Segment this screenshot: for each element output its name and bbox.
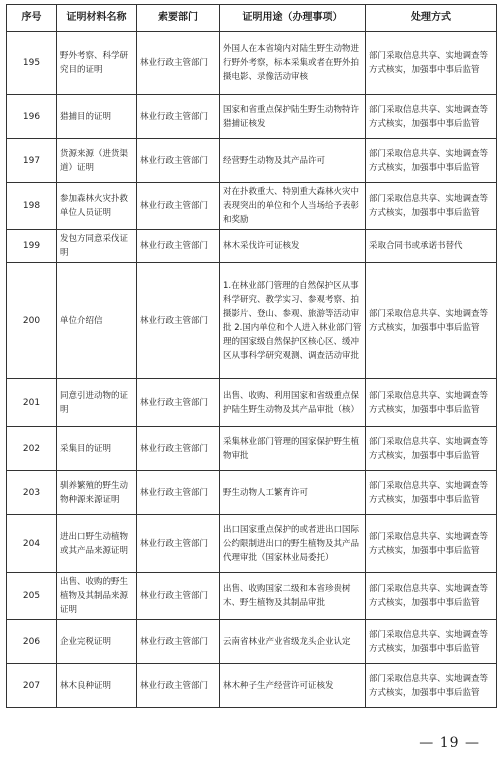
cell-use: 采集林业部门管理的国家保护野生植物审批 <box>220 427 366 471</box>
cell-use: 出售、收购、利用国家和省级重点保护陆生野生动物及其产品审批（核） <box>220 379 366 427</box>
cell-name: 货源来源（进货渠道）证明 <box>57 139 137 183</box>
table-row <box>7 573 497 620</box>
cell-method: 部门采取信息共享、实地调查等方式核实，加强事中事后监管 <box>366 515 497 573</box>
cell-method: 部门采取信息共享、实地调查等方式核实，加强事中事后监管 <box>366 32 497 95</box>
table-row <box>7 183 497 230</box>
table-row <box>7 230 497 263</box>
page-number: — 19 — <box>419 735 480 751</box>
cell-use: 外国人在本省境内对陆生野生动物进行野外考察，标本采集或者在野外拍摄电影、录像活动审核 <box>220 32 366 95</box>
cell-method: 部门采取信息共享、实地调查等方式核实，加强事中事后监管 <box>366 139 497 183</box>
cell-use: 野生动物人工繁育许可 <box>220 471 366 515</box>
cell-use: 云南省林业产业省级龙头企业认定 <box>220 620 366 664</box>
cell-dept: 林业行政主管部门 <box>137 183 220 230</box>
cell-no: 198 <box>7 183 57 230</box>
cell-use: 林木种子生产经营许可证核发 <box>220 664 366 708</box>
cell-no: 195 <box>7 32 57 95</box>
cell-name: 企业完税证明 <box>57 620 137 664</box>
cell-dept: 林业行政主管部门 <box>137 664 220 708</box>
table-header-row <box>7 5 497 32</box>
cell-no: 197 <box>7 139 57 183</box>
cell-dept: 林业行政主管部门 <box>137 471 220 515</box>
cell-dept: 林业行政主管部门 <box>137 427 220 471</box>
cell-name: 采集目的证明 <box>57 427 137 471</box>
header-no: 序号 <box>7 5 57 32</box>
table-row <box>7 32 497 95</box>
table-row <box>7 263 497 379</box>
table-row <box>7 515 497 573</box>
cell-dept: 林业行政主管部门 <box>137 620 220 664</box>
header-method: 处理方式 <box>366 5 497 32</box>
cell-method: 部门采取信息共享、实地调查等方式核实，加强事中事后监管 <box>366 379 497 427</box>
table-row <box>7 95 497 139</box>
cell-method: 部门采取信息共享、实地调查等方式核实，加强事中事后监管 <box>366 573 497 620</box>
cell-use: 国家和省重点保护陆生野生动物特许猎捕证核发 <box>220 95 366 139</box>
cell-name: 林木良种证明 <box>57 664 137 708</box>
table-row <box>7 620 497 664</box>
cell-no: 200 <box>7 263 57 379</box>
cell-dept: 林业行政主管部门 <box>137 515 220 573</box>
cell-name: 猎捕目的证明 <box>57 95 137 139</box>
cell-no: 206 <box>7 620 57 664</box>
cell-method: 部门采取信息共享、实地调查等方式核实，加强事中事后监管 <box>366 263 497 379</box>
cell-no: 203 <box>7 471 57 515</box>
cell-no: 199 <box>7 230 57 263</box>
cell-method: 采取合同书或承诺书替代 <box>366 230 497 263</box>
cell-no: 204 <box>7 515 57 573</box>
cell-method: 部门采取信息共享、实地调查等方式核实，加强事中事后监管 <box>366 664 497 708</box>
cell-dept: 林业行政主管部门 <box>137 263 220 379</box>
cell-no: 207 <box>7 664 57 708</box>
cell-use: 经营野生动物及其产品许可 <box>220 139 366 183</box>
cell-dept: 林业行政主管部门 <box>137 379 220 427</box>
table-row <box>7 471 497 515</box>
table-row <box>7 379 497 427</box>
cell-no: 202 <box>7 427 57 471</box>
table-row <box>7 427 497 471</box>
cell-name: 驯养繁殖的野生动物种源来源证明 <box>57 471 137 515</box>
cell-name: 参加森林火灾扑救单位人员证明 <box>57 183 137 230</box>
cell-no: 196 <box>7 95 57 139</box>
cell-method: 部门采取信息共享、实地调查等方式核实，加强事中事后监管 <box>366 620 497 664</box>
cell-dept: 林业行政主管部门 <box>137 32 220 95</box>
cell-method: 部门采取信息共享、实地调查等方式核实，加强事中事后监管 <box>366 427 497 471</box>
cell-use: 对在扑救重大、特别重大森林火灾中表现突出的单位和个人当场给予表彰和奖励 <box>220 183 366 230</box>
header-use: 证明用途（办理事项） <box>220 5 366 32</box>
cell-name: 出售、收购的野生植物及其制品来源证明 <box>57 573 137 620</box>
cell-method: 部门采取信息共享、实地调查等方式核实，加强事中事后监管 <box>366 183 497 230</box>
cell-dept: 林业行政主管部门 <box>137 139 220 183</box>
cell-name: 单位介绍信 <box>57 263 137 379</box>
cell-dept: 林业行政主管部门 <box>137 95 220 139</box>
cell-name: 野外考察、科学研究目的证明 <box>57 32 137 95</box>
evidence-table <box>6 4 497 708</box>
header-dept: 索要部门 <box>137 5 220 32</box>
cell-name: 同意引进动物的证明 <box>57 379 137 427</box>
cell-use: 1.在林业部门管理的自然保护区从事科学研究、教学实习、参观考察、拍摄影片、登山、参观、旅游等活动审批 2.国内单位和个人进入林业部门管理的国家级自然保护区核心区、缓冲区从事科学研究观测、调查活动审批 <box>220 263 366 379</box>
cell-name: 发包方同意采伐证明 <box>57 230 137 263</box>
header-name: 证明材料名称 <box>57 5 137 32</box>
cell-use: 出口国家重点保护的或者进出口国际公约限制进出口的野生植物及其产品代理审批（国家林业局委托） <box>220 515 366 573</box>
cell-dept: 林业行政主管部门 <box>137 573 220 620</box>
table-row <box>7 139 497 183</box>
cell-use: 出售、收购国家二级和本省珍贵树木、野生植物及其制品审批 <box>220 573 366 620</box>
cell-dept: 林业行政主管部门 <box>137 230 220 263</box>
table-row <box>7 664 497 708</box>
cell-no: 205 <box>7 573 57 620</box>
cell-method: 部门采取信息共享、实地调查等方式核实，加强事中事后监管 <box>366 95 497 139</box>
cell-use: 林木采伐许可证核发 <box>220 230 366 263</box>
cell-no: 201 <box>7 379 57 427</box>
cell-name: 进出口野生动植物或其产品来源证明 <box>57 515 137 573</box>
cell-method: 部门采取信息共享、实地调查等方式核实，加强事中事后监管 <box>366 471 497 515</box>
